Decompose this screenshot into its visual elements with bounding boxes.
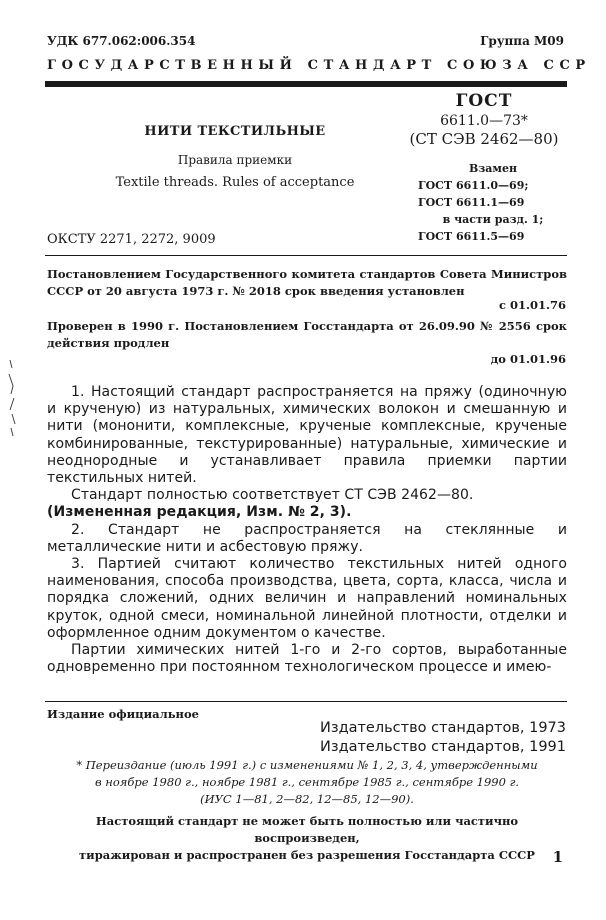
paragraph: Партии химических нитей 1-го и 2-го сортов, выработанные одновременно при постоянном технологическом процессе и имею- (47, 642, 567, 676)
paragraph: 1. Настоящий стандарт распространяется на пряжу (одиночную и крученую) из натуральных, химических волокон и смешанную и нити (мононити, комплексные, крученые комплексные, крученые комбинированные, текстурированные) натуральные, химические и неоднородные и устанавливает правила приемки партии текстильных нитей. (47, 384, 567, 487)
gost-number-block (398, 91, 570, 148)
body-text (47, 384, 567, 676)
reprint-line: в ноябре 1980 г., ноябре 1981 г., сентябре 1985 г., сентябре 1990 г. (94, 775, 520, 789)
paragraph: 2. Стандарт не распространяется на стеклянные и металлические нити и асбестовую пряжу. (47, 521, 567, 555)
publisher-line: Издательство стандартов, 1973 (320, 720, 566, 736)
effective-date: с 01.01.76 (498, 298, 566, 312)
replaced-standard: ГОСТ 6611.5—69 (418, 230, 525, 243)
gov-standard-heading: ГОСУДАРСТВЕННЫЙ СТАНДАРТ СОЮЗА ССР (47, 58, 591, 73)
gost-number: 6611.0—73* (440, 113, 528, 129)
replaced-standard: ГОСТ 6611.0—69; (418, 179, 529, 192)
udk-code: УДК 677.062:006.354 (47, 34, 196, 48)
header-thick-divider (45, 81, 567, 87)
margin-scribble-icon (6, 358, 28, 438)
checked-text: Проверен в 1990 г. Постановлением Госстандарта от 26.09.90 № 2556 срок действия продлен (47, 319, 567, 350)
notice-line: Настоящий стандарт не может быть полностью или частично воспроизведен, (95, 814, 519, 845)
copyright-notice (47, 813, 567, 864)
replaced-standard: ГОСТ 6611.1—69 (418, 196, 525, 209)
extended-date: до 01.01.96 (490, 352, 566, 366)
notice-line: тиражирован и распространен без разрешения Госстандарта СССР (79, 848, 535, 862)
reprint-note (47, 757, 567, 808)
subtitle-english: Textile threads. Rules of acceptance (115, 175, 355, 190)
replaced-standards (418, 160, 568, 245)
divider (45, 255, 567, 256)
reprint-line: (ИУС 1—81, 2—82, 12—85, 12—90). (200, 792, 414, 806)
publisher-line: Издательство стандартов, 1991 (320, 739, 566, 755)
replaced-label: Взамен (468, 162, 518, 175)
reprint-line: * Переиздание (июль 1991 г.) с изменениями № 1, 2, 3, 4, утвержденными (76, 758, 538, 772)
subtitle-russian: Правила приемки (177, 153, 293, 167)
page-number: 1 (552, 848, 563, 866)
paragraph: 3. Партией считают количество текстильных нитей одного наименования, способа производства, цвета, сорта, класса, числа и порядка сложений, одних величин и направлений номинальных круток, одной смеси, номинальной линейной плотности, отделки и оформленное одним документом о качестве. (47, 556, 567, 641)
replaced-note: в части разд. 1; (442, 213, 544, 226)
amendment-note: (Измененная редакция, Изм. № 2, 3). (47, 504, 352, 521)
paragraph: Стандарт полностью соответствует СТ СЭВ 2462—80. (71, 487, 474, 504)
document-title: НИТИ ТЕКСТИЛЬНЫЕ (144, 124, 326, 139)
st-sev-number: (СТ СЭВ 2462—80) (409, 130, 559, 148)
divider (45, 701, 567, 702)
group-code: Группа М09 (480, 34, 564, 48)
decree-text: Постановлением Государственного комитета стандартов Совета Министров СССР от 20 августа 1973 г. № 2018 срок введения установлен (47, 267, 567, 298)
gost-label: ГОСТ (455, 91, 513, 111)
official-edition: Издание официальное (47, 707, 199, 721)
okstu-codes: ОКСТУ 2271, 2272, 9009 (47, 232, 216, 247)
